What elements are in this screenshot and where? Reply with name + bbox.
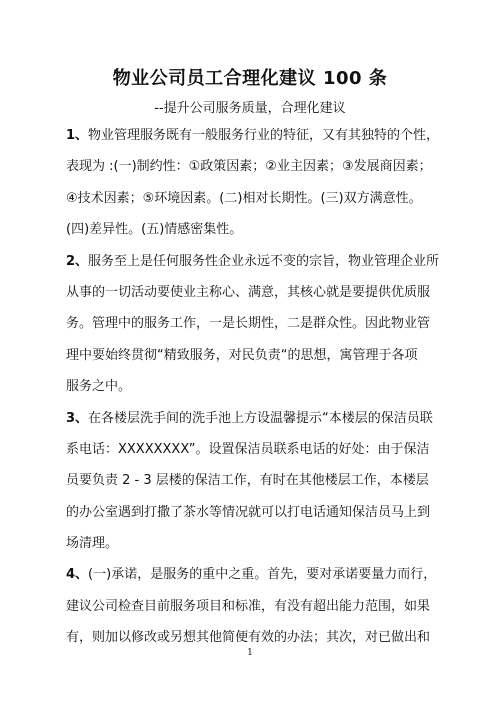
line-text: (一)承诺，是服务的重中之重。首先，要对承诺要量力而行， <box>88 567 437 583</box>
paragraph-1 <box>66 120 460 246</box>
paragraph-number: 1、 <box>66 128 89 143</box>
page-number: 1 <box>247 648 253 658</box>
paragraph-number: 4、 <box>66 567 89 583</box>
document-subtitle: --提升公司服务质量，合理化建议 <box>154 101 346 116</box>
text-line: 有，则加以修改或另想其他简便有效的办法；其次，对已做出和 <box>66 630 431 646</box>
text-line: 场清理。 <box>66 536 119 552</box>
paragraph-4 <box>66 559 460 653</box>
line-text: 物业管理服务既有一般服务行业的特征，又有其独特的个性， <box>88 128 440 143</box>
paragraph-3 <box>66 403 460 560</box>
text-line <box>66 246 460 277</box>
text-line <box>66 559 460 590</box>
text-line: 理中要始终贯彻“精致服务，对民负责“的思想，寓管理于各项 <box>66 347 418 363</box>
line-text: 服务至上是任何服务性企业永远不变的宗旨，物业管理企业所 <box>88 253 440 269</box>
text-line: 的办公室遇到打撒了茶水等情况就可以打电话通知保洁员马上到 <box>66 504 431 520</box>
paragraph-number: 3、 <box>66 410 89 426</box>
text-line: 建议公司检查目前服务项目和标准，有没有超出能力范围，如果 <box>66 598 431 614</box>
text-line: (四)差异性。(五)情感密集性。 <box>66 222 243 238</box>
text-line: 员要负责 2 - 3 层楼的保洁工作，有时在其他楼层工作，本楼层 <box>66 473 429 489</box>
text-line: 表现为 :(一)制约性：①政策因素；②业主因素；③发展商因素； <box>66 159 432 175</box>
document-title: 物业公司员工合理化建议 100 条 <box>112 68 388 89</box>
line-text: 在各楼层洗手间的洗手池上方设温馨提示“本楼层的保洁员联 <box>88 410 433 426</box>
text-line <box>66 403 460 434</box>
document-body <box>66 120 460 654</box>
text-line: 服务之中。 <box>66 379 132 395</box>
text-line: 系电话：XXXXXXXX”。设置保洁员联系电话的好处：由于保洁 <box>66 441 430 457</box>
paragraph-2 <box>66 246 460 403</box>
paragraph-number: 2、 <box>66 253 89 269</box>
text-line: ④技术因素；⑤环境因素。(二)相对长期性。(三)双方满意性。 <box>66 190 422 206</box>
text-line: 从事的一切活动要使业主称心、满意，其核心就是要提供优质服 <box>66 284 431 300</box>
text-line <box>66 120 460 151</box>
text-line: 务。管理中的服务工作，一是长期性，二是群众性。因此物业管 <box>66 316 431 332</box>
